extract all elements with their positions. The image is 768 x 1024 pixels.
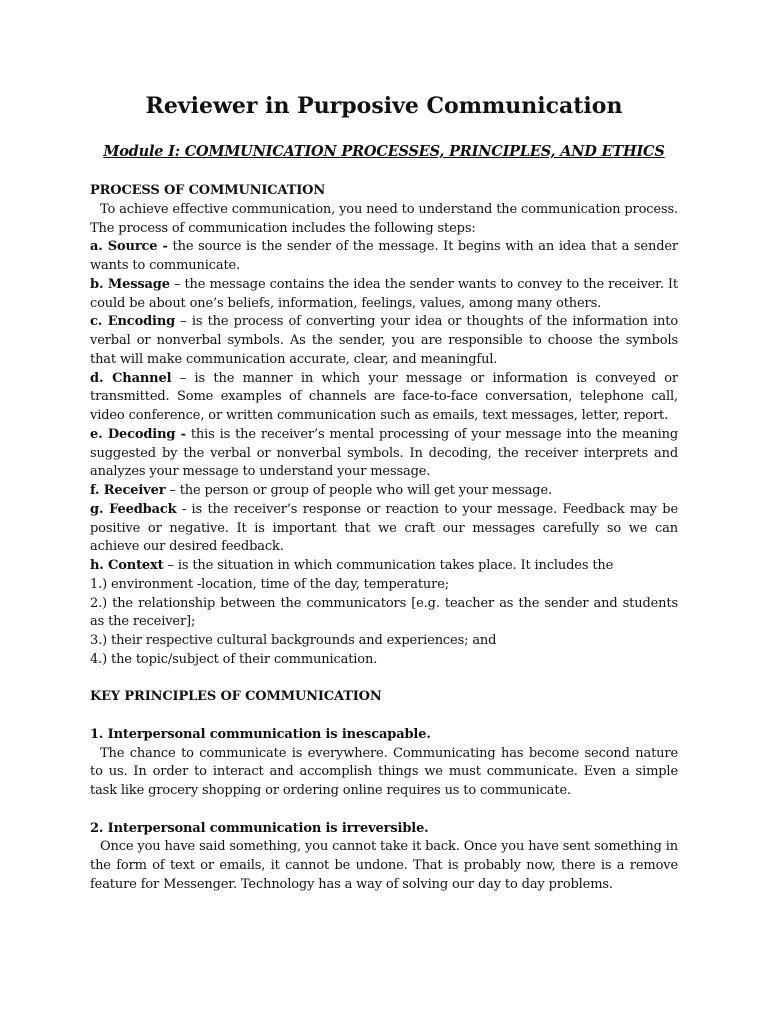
- spacer: [90, 801, 678, 820]
- spacer: [90, 670, 678, 689]
- context-item: 4.) the topic/subject of their communication.: [90, 651, 378, 667]
- step-feedback: [90, 501, 678, 557]
- module-subtitle: Module I: COMMUNICATION PROCESSES, PRINCIPLES, AND ETHICS: [103, 143, 665, 160]
- step-text: – the message contains the idea the sender wants to convey to the receiver. It could be about one’s beliefs, information, feelings, values, among many others.: [90, 276, 678, 311]
- step-context: [90, 557, 678, 576]
- principle-title: 2. Interpersonal communication is irreversible.: [90, 820, 429, 836]
- step-text: – the person or group of people who will get your message.: [165, 483, 552, 498]
- step-decoding: [90, 426, 678, 482]
- step-term: e. Decoding -: [90, 426, 186, 442]
- principle-text: Once you have said something, you cannot take it back. Once you have sent something in the form of text or emails, it cannot be undone. That is probably now, there is a remove feature for Messenger. Technology has a way of solving our day to day problems.: [90, 839, 678, 892]
- step-term: b. Message: [90, 276, 170, 292]
- step-text: the source is the sender of the message. It begins with an idea that a sender wants to communicate.: [90, 239, 678, 273]
- step-term: g. Feedback: [90, 501, 177, 517]
- section-heading-principles: KEY PRINCIPLES OF COMMUNICATION: [90, 689, 382, 705]
- step-text: – is the process of converting your idea or thoughts of the information into verbal or nonverbal symbols. As the sender, you are responsible to choose the symbols that will make communication accurate, clear, and meaningful.: [90, 314, 678, 367]
- context-item: 1.) environment -location, time of the day, temperature;: [90, 576, 449, 592]
- document-title: Reviewer in Purposive Communication: [145, 93, 623, 119]
- principle-title: 1. Interpersonal communication is inescapable.: [90, 726, 431, 742]
- step-encoding: [90, 313, 678, 369]
- step-term: h. Context: [90, 558, 164, 573]
- step-term: f. Receiver: [90, 483, 166, 498]
- process-intro: To achieve effective communication, you need to understand the communication process. The process of communication includes the following steps:: [90, 201, 678, 236]
- document-body: [90, 182, 678, 895]
- context-item: 2.) the relationship between the communicators [e.g. teacher as the sender and students as the receiver];: [90, 595, 678, 630]
- step-text: – is the situation in which communication takes place. It includes the: [163, 558, 614, 573]
- step-term: a. Source -: [90, 239, 168, 255]
- step-text: this is the receiver’s mental processing of your message into the meaning suggested by the verbal or nonverbal symbols. In decoding, the receiver interprets and analyzes your message to understand your message.: [90, 426, 679, 480]
- step-term: d. Channel: [90, 370, 172, 386]
- section-heading-process: PROCESS OF COMMUNICATION: [90, 183, 326, 198]
- step-channel: [90, 370, 678, 426]
- step-term: c. Encoding: [90, 314, 176, 330]
- context-item: 3.) their respective cultural backgrounds and experiences; and: [90, 633, 497, 648]
- spacer: [90, 707, 678, 726]
- step-source: [90, 238, 678, 276]
- step-message: [90, 276, 678, 314]
- step-text: - is the receiver’s response or reaction to your message. Feedback may be positive or negative. It is important that we craft our messages carefully so we can achieve our desired feedback.: [90, 501, 678, 555]
- step-text: – is the manner in which your message or information is conveyed or transmitted. Some examples of channels are face-to-face conversation, telephone call, video conference, or written communication such as emails, text messages, letter, report.: [90, 370, 678, 423]
- principle-text: The chance to communicate is everywhere. Communicating has become second nature to us. In order to interact and accomplish things we must communicate. Even a simple task like grocery shopping or ordering online requires us to communicate.: [90, 745, 678, 798]
- step-receiver: [90, 482, 678, 501]
